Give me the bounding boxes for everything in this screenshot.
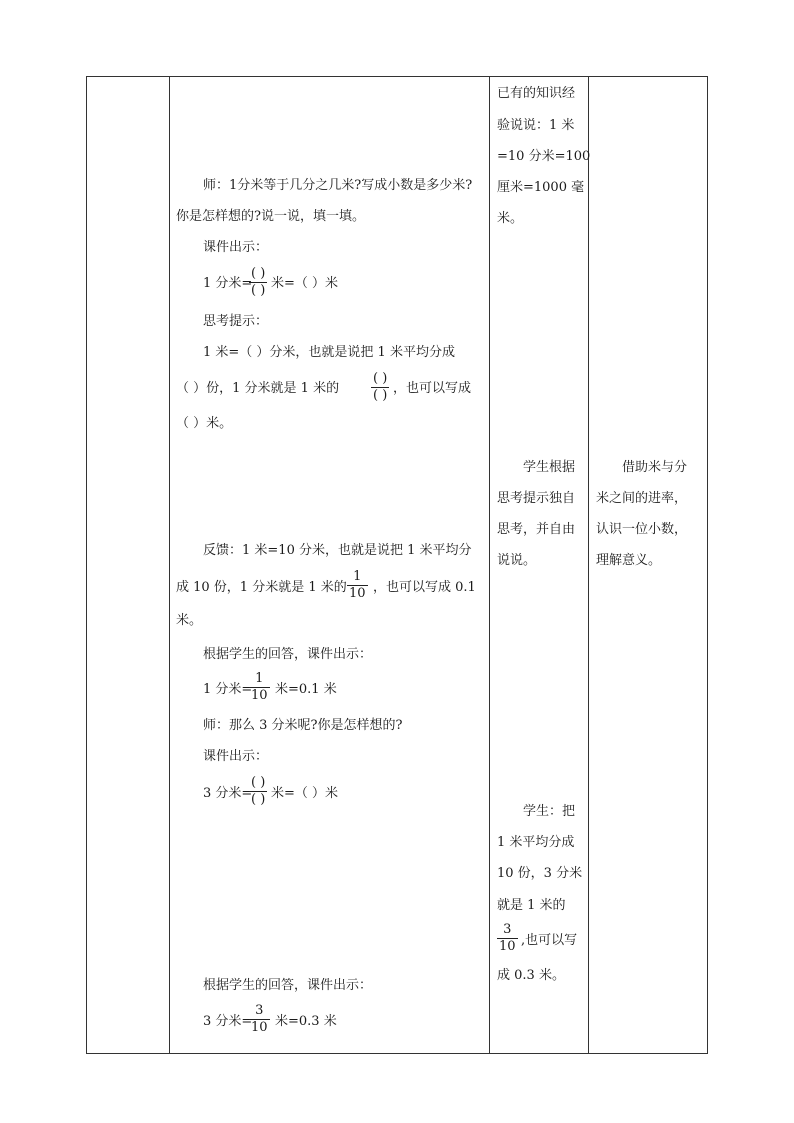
fraction-denominator: 10 bbox=[251, 688, 268, 703]
hint-line-1: 1 米=（ ）分米，也就是说把 1 米平均分成 bbox=[203, 345, 455, 360]
fraction-numerator: 1 bbox=[255, 671, 264, 686]
hint-line-3: （ ）米。 bbox=[176, 416, 233, 431]
student-response-3: 思考，并自由 bbox=[497, 522, 576, 537]
answer-intro-2: 根据学生的回答，课件出示： bbox=[203, 978, 373, 993]
equation-1-fraction bbox=[249, 266, 267, 299]
fraction-numerator: 3 bbox=[503, 922, 512, 937]
student-answer-1: 学生：把 bbox=[523, 804, 576, 819]
fraction-numerator: ( ) bbox=[251, 266, 266, 281]
student-response-4: 说说。 bbox=[497, 553, 537, 568]
equation-4-fraction bbox=[249, 1003, 270, 1036]
equation-4-left: 3 分米= bbox=[203, 1014, 253, 1029]
column-divider-1 bbox=[169, 77, 170, 1053]
student-answer-3: 10 份，3 分米 bbox=[497, 866, 583, 881]
feedback-line-1: 反馈：1 米=10 分米，也就是说把 1 米平均分 bbox=[203, 543, 472, 558]
feedback-line-2a: 成 10 份，1 分米就是 1 米的 bbox=[176, 580, 347, 595]
hint-line-2b: ，也可以写成 bbox=[393, 381, 472, 396]
column-divider-3 bbox=[588, 77, 589, 1053]
equation-3-fraction bbox=[249, 775, 267, 808]
feedback-line-3: 米。 bbox=[176, 613, 203, 628]
student-response-2: 思考提示独自 bbox=[497, 491, 576, 506]
teacher-question-cont: 你是怎样想的?说一说，填一填。 bbox=[176, 209, 365, 224]
prior-knowledge-4: 厘米=1000 毫 bbox=[497, 180, 585, 195]
student-answer-4: 就是 1 米的 bbox=[497, 898, 566, 913]
hint-title: 思考提示： bbox=[203, 314, 269, 329]
fraction-denominator: 10 bbox=[499, 939, 516, 954]
design-intent-3: 认识一位小数， bbox=[596, 522, 688, 537]
equation-2-fraction bbox=[249, 671, 270, 704]
equation-1-left: 1 分米= bbox=[203, 276, 253, 291]
prior-knowledge-3: =10 分米=100 bbox=[497, 149, 591, 164]
student-answer-2: 1 米平均分成 bbox=[497, 835, 575, 850]
equation-2-right: 米=0.1 米 bbox=[275, 682, 337, 697]
prior-knowledge-1: 已有的知识经 bbox=[497, 86, 576, 101]
hint-line-2a: （ ）份，1 分米就是 1 米的 bbox=[176, 381, 340, 396]
fraction-denominator: ( ) bbox=[251, 283, 266, 298]
equation-3-left: 3 分米= bbox=[203, 786, 253, 801]
hint-fraction bbox=[371, 371, 389, 404]
student-answer-fraction bbox=[497, 922, 518, 955]
equation-3-right: 米=（ ）米 bbox=[271, 786, 339, 801]
courseware-label: 课件出示： bbox=[203, 240, 269, 255]
feedback-line-2b: ，也可以写成 0.1 bbox=[373, 580, 476, 595]
teacher-question-2: 师：那么 3 分米呢?你是怎样想的? bbox=[203, 718, 403, 733]
fraction-denominator: ( ) bbox=[251, 792, 266, 807]
feedback-fraction bbox=[347, 569, 368, 602]
teacher-question: 师：1分米等于几分之几米?写成小数是多少米? bbox=[203, 178, 473, 193]
student-response-1: 学生根据 bbox=[523, 460, 576, 475]
prior-knowledge-2: 验说说：1 米 bbox=[497, 118, 575, 133]
prior-knowledge-5: 米。 bbox=[497, 211, 524, 226]
fraction-denominator: ( ) bbox=[373, 388, 388, 403]
design-intent-2: 米之间的进率， bbox=[596, 491, 688, 506]
fraction-numerator: 3 bbox=[255, 1003, 264, 1018]
courseware-label-2: 课件出示： bbox=[203, 749, 269, 764]
student-answer-5: ,也可以写 bbox=[521, 933, 578, 948]
answer-intro-1: 根据学生的回答，课件出示： bbox=[203, 647, 373, 662]
design-intent-4: 理解意义。 bbox=[596, 553, 662, 568]
student-answer-6: 成 0.3 米。 bbox=[497, 968, 565, 983]
equation-2-left: 1 分米= bbox=[203, 682, 253, 697]
equation-4-right: 米=0.3 米 bbox=[275, 1014, 337, 1029]
fraction-denominator: 10 bbox=[349, 586, 366, 601]
equation-1-right: 米=（ ）米 bbox=[271, 276, 339, 291]
column-divider-2 bbox=[489, 77, 490, 1053]
design-intent-1: 借助米与分 bbox=[622, 460, 688, 475]
fraction-numerator: ( ) bbox=[251, 775, 266, 790]
fraction-numerator: 1 bbox=[353, 569, 362, 584]
fraction-denominator: 10 bbox=[251, 1020, 268, 1035]
fraction-numerator: ( ) bbox=[373, 371, 388, 386]
